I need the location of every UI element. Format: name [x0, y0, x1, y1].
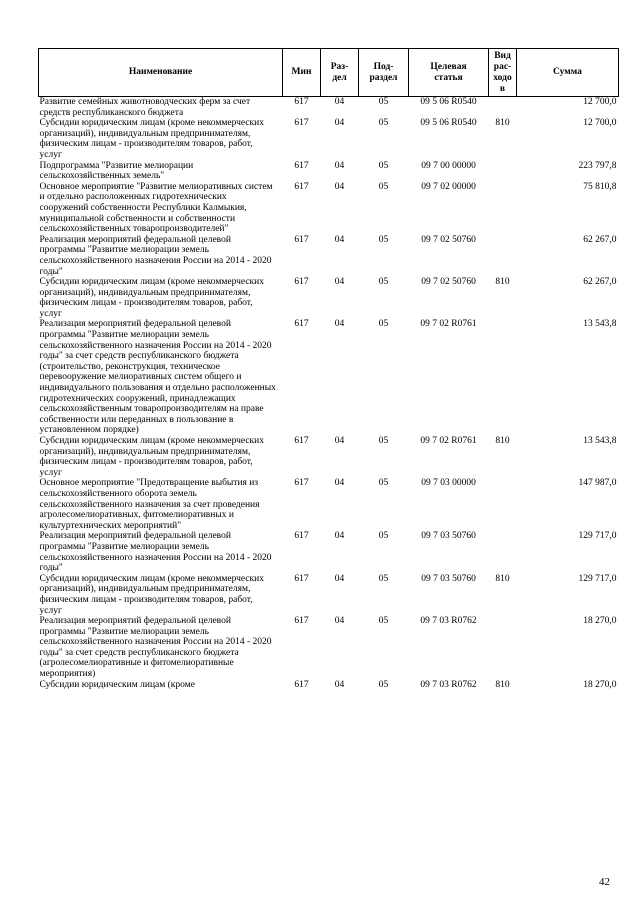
row-razdel: 04 — [334, 616, 345, 627]
row-podrazdel: 05 — [378, 277, 389, 288]
row-podrazdel: 05 — [378, 234, 389, 245]
row-target-article: 09 7 03 50760 — [421, 573, 476, 584]
row-name: Субсидии юридическим лицам (кроме некоммерческих организаций), индивидуальным предпринимателям, физическим лицам - производителям товаров, работ, услуг — [39, 118, 264, 160]
row-expense-type — [489, 182, 517, 235]
header-min: Мин — [283, 49, 321, 97]
table-row — [39, 436, 619, 478]
row-expense-type: 810 — [495, 118, 510, 129]
row-razdel: 04 — [334, 436, 345, 446]
row-min: 617 — [294, 478, 309, 489]
row-min: 617 — [294, 160, 309, 171]
row-expense-type: 810 — [495, 573, 510, 584]
row-min: 617 — [294, 97, 309, 107]
row-min: 617 — [294, 679, 309, 690]
row-target-article: 09 7 02 50760 — [421, 277, 476, 288]
budget-table — [38, 48, 619, 690]
table-row — [39, 574, 619, 616]
row-name: Развитие семейных животноводческих ферм за счет средств республиканского бюджета — [39, 97, 251, 118]
table-header-row — [39, 49, 619, 97]
row-razdel: 04 — [334, 118, 345, 129]
row-min: 617 — [294, 234, 309, 245]
row-sum: 13 543,8 — [583, 319, 617, 330]
row-podrazdel: 05 — [378, 160, 389, 171]
row-razdel: 04 — [334, 478, 345, 489]
table-row — [39, 118, 619, 160]
row-name: Субсидии юридическим лицам (кроме некоммерческих организаций), индивидуальным предпринимателям, физическим лицам - производителям товаров, работ, услуг — [39, 277, 264, 319]
table-row — [39, 319, 619, 436]
row-name: Реализация мероприятий федеральной целевой программы "Развитие мелиорации земель сельскохозяйственного назначения России на 2014 - 2020 годы" — [39, 531, 272, 574]
row-podrazdel: 05 — [378, 679, 389, 690]
row-min: 617 — [294, 573, 309, 584]
table-body — [39, 97, 619, 691]
row-expense-type — [489, 161, 517, 182]
row-min: 617 — [294, 436, 309, 446]
row-expense-type — [489, 616, 517, 680]
row-target-article: 09 7 02 50760 — [421, 234, 476, 245]
row-target-article: 09 7 02 00000 — [421, 181, 476, 192]
row-sum: 62 267,0 — [583, 277, 617, 288]
header-sum: Сумма — [517, 49, 619, 97]
row-target-article: 09 7 03 R0762 — [420, 616, 477, 627]
row-name: Реализация мероприятий федеральной целевой программы "Развитие мелиорации земель сельскохозяйственного назначения России на 2014 - 2020 годы" за счет средств республиканского бюджета (строительство, реконструкция, техническое перевооружение мелиоративных систем общего и индивидуального пользования и отдельно расположенных гидротехнических сооружений, принадлежащих сельскохозяйственным товаропроизводителям на праве собственности или переданных в пользование в установленном порядке) — [39, 319, 276, 436]
header-expense-type: Вид рас- ходо в — [489, 49, 517, 97]
row-min: 617 — [294, 616, 309, 627]
row-name: Основное мероприятие "Предотвращение выбытия из сельскохозяйственного оборота земель сельскохозяйственного назначения за счет проведения агролесомелиоративных, фитомелиоративных и культуртехнических мероприятий" — [39, 478, 260, 531]
row-name: Субсидии юридическим лицам (кроме — [39, 679, 195, 690]
header-razdel: Раз- дел — [321, 49, 359, 97]
row-expense-type: 810 — [495, 679, 510, 690]
row-min: 617 — [294, 181, 309, 192]
table-row — [39, 680, 619, 691]
row-name: Субсидии юридическим лицам (кроме некоммерческих организаций), индивидуальным предпринимателям, физическим лицам - производителям товаров, работ, услуг — [39, 573, 264, 616]
row-sum: 18 270,0 — [583, 616, 617, 627]
row-name: Реализация мероприятий федеральной целевой программы "Развитие мелиорации земель сельскохозяйственного назначения России на 2014 - 2020 годы" — [39, 234, 272, 277]
row-min: 617 — [294, 277, 309, 288]
row-podrazdel: 05 — [378, 573, 389, 584]
table-row — [39, 478, 619, 531]
row-razdel: 04 — [334, 573, 345, 584]
row-expense-type — [489, 235, 517, 277]
header-name: Наименование — [39, 49, 283, 97]
row-expense-type: 810 — [495, 436, 510, 446]
row-podrazdel: 05 — [378, 616, 389, 627]
row-podrazdel: 05 — [378, 118, 389, 129]
row-sum: 129 717,0 — [578, 573, 617, 584]
table-row — [39, 161, 619, 182]
row-razdel: 04 — [334, 679, 345, 690]
row-name: Основное мероприятие "Развитие мелиоративных систем и отдельно расположенных гидротехнических сооружений собственности Республики Калмыкия, муниципальной собственности и собственности сельскохозяйственных товаропроизводителей" — [39, 181, 273, 235]
row-sum: 12 700,0 — [583, 97, 617, 107]
row-sum: 147 987,0 — [578, 478, 617, 489]
row-podrazdel: 05 — [378, 478, 389, 489]
row-expense-type — [489, 97, 517, 119]
row-min: 617 — [294, 531, 309, 542]
row-razdel: 04 — [334, 181, 345, 192]
row-sum: 12 700,0 — [583, 118, 617, 129]
row-target-article: 09 7 03 R0762 — [420, 679, 477, 690]
row-sum: 223 797,8 — [578, 160, 617, 171]
page-number: 42 — [599, 876, 610, 888]
table-row — [39, 97, 619, 119]
row-target-article: 09 7 03 00000 — [421, 478, 476, 489]
row-expense-type — [489, 319, 517, 436]
row-razdel: 04 — [334, 234, 345, 245]
row-razdel: 04 — [334, 160, 345, 171]
row-target-article: 09 5 06 R0540 — [420, 118, 477, 129]
table-row — [39, 616, 619, 680]
row-razdel: 04 — [334, 97, 345, 107]
row-podrazdel: 05 — [378, 531, 389, 542]
header-podrazdel: Под- раздел — [359, 49, 409, 97]
row-target-article: 09 5 06 R0540 — [420, 97, 477, 107]
row-name: Субсидии юридическим лицам (кроме некоммерческих организаций), индивидуальным предпринимателям, физическим лицам - производителям товаров, работ, услуг — [39, 436, 264, 478]
row-target-article: 09 7 00 00000 — [421, 160, 476, 171]
row-razdel: 04 — [334, 277, 345, 288]
row-name: Реализация мероприятий федеральной целевой программы "Развитие мелиорации земель сельскохозяйственного назначения России на 2014 - 2020 годы" за счет средств республиканского бюджета (агролесомелиоративные и фитомелиоративные мероприятия) — [39, 616, 272, 680]
row-expense-type — [489, 478, 517, 531]
table-row — [39, 277, 619, 319]
row-target-article: 09 7 02 R0761 — [420, 436, 477, 446]
row-razdel: 04 — [334, 531, 345, 542]
row-target-article: 09 7 03 50760 — [421, 531, 476, 542]
row-podrazdel: 05 — [378, 436, 389, 446]
row-expense-type — [489, 531, 517, 573]
row-razdel: 04 — [334, 319, 345, 330]
row-min: 617 — [294, 118, 309, 129]
row-podrazdel: 05 — [378, 97, 389, 107]
header-target-article: Целевая статья — [409, 49, 489, 97]
row-podrazdel: 05 — [378, 181, 389, 192]
row-sum: 18 270,0 — [583, 679, 617, 690]
row-min: 617 — [294, 319, 309, 330]
row-target-article: 09 7 02 R0761 — [420, 319, 477, 330]
row-name: Подпрограмма "Развитие мелиорации сельскохозяйственных земель" — [39, 160, 194, 182]
row-sum: 13 543,8 — [583, 436, 617, 446]
row-sum: 75 810,8 — [583, 181, 617, 192]
table-row — [39, 182, 619, 235]
row-sum: 129 717,0 — [578, 531, 617, 542]
table-row — [39, 235, 619, 277]
row-sum: 62 267,0 — [583, 234, 617, 245]
row-podrazdel: 05 — [378, 319, 389, 330]
row-expense-type: 810 — [495, 277, 510, 288]
table-row — [39, 531, 619, 573]
